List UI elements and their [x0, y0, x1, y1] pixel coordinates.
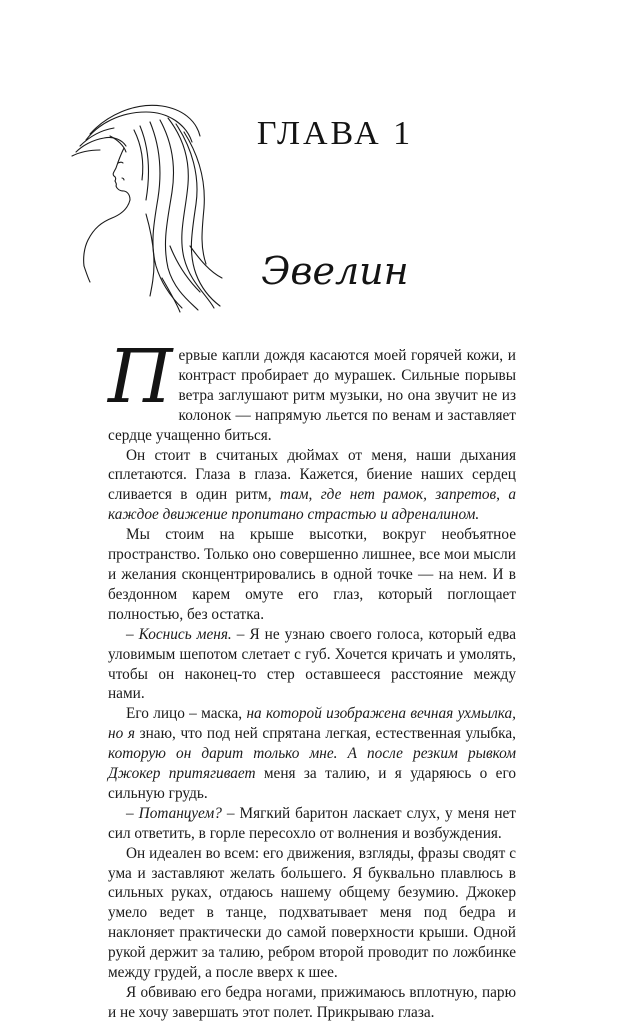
paragraph-8: [108, 983, 516, 1023]
paragraph-4-text: – Я не узнаю своего голоса, который едва уловимым шепотом слетает с губ. Хочется кричать и умолять, чтобы он наконец-то стер оставшееся расстояние между нами.: [108, 625, 516, 703]
paragraph-6-text: – Мягкий баритон ласкает слух, у меня нет сил ответить, в горле пересохло от волнения и возбуждения.: [108, 804, 516, 842]
paragraph-5-text-a: Его лицо – маска,: [126, 705, 243, 723]
drop-cap: П: [108, 334, 173, 420]
paragraph-8-text: Я обвиваю его бедра ногами, прижимаюсь вплотную, парю и не хочу завершать этот полет. Прикрываю глаза.: [108, 984, 516, 1021]
paragraph-6-dash: –: [126, 804, 134, 822]
chapter-title: ГЛАВА 1: [256, 115, 414, 152]
paragraph-3: [108, 525, 516, 625]
paragraph-6-speech: Потанцуем?: [138, 804, 222, 822]
paragraph-4-dash: –: [126, 625, 134, 643]
paragraph-7: [108, 844, 516, 983]
paragraph-1-text: ервые капли дождя касаются моей горячей кожи, и контраст пробирает до мурашек. Сильные порывы ветра заглушают ритм музыки, но она звучит не из колонок — напрямую льется по венам и заставляет сердце учащенно биться.: [108, 347, 516, 444]
paragraph-4: [108, 625, 516, 705]
paragraph-2-text-b: там, где нет рамок, запретов, а каждое движение пропитано страстью и адреналином.: [108, 486, 516, 524]
paragraph-5-text-b: на которой изображена вечная ухмылка, но я: [108, 705, 516, 743]
paragraph-6: [108, 804, 516, 844]
paragraph-2: [108, 446, 516, 526]
paragraph-1: [108, 334, 516, 446]
woman-line-drawing-icon: [50, 96, 230, 316]
paragraph-4-speech: Коснись меня.: [138, 625, 232, 643]
paragraph-5-text-e: меня за талию, и я ударяюсь о его сильную грудь.: [108, 765, 516, 802]
paragraph-5: [108, 704, 516, 804]
paragraph-3-text: Мы стоим на крыше высотки, вокруг необъятное пространство. Только оно совершенно лишнее, все мои мысли и желания сконцентрировались в одной точке — на нем. И в бездонном карем омуте его глаз, который поглощает полностью, без остатка.: [108, 526, 516, 623]
chapter-body-text: [108, 334, 516, 1023]
chapter-character-name: Эвелин: [261, 249, 409, 293]
paragraph-7-text: Он идеален во всем: его движения, взгляды, фразы сводят с ума и заставляют желать большего. Я буквально плавлюсь в сильных руках, отдаюсь нашему общему безумию. Джокер умело ведет в танце, подхватывает меня под бедра и наклоняет практически до самой поверхности крыши. Одной рукой держит за талию, ребром второй проводит по ложбинке между грудей, а после вверх к шее.: [108, 844, 516, 982]
paragraph-5-text-d: которую он дарит только мне. А после резким рывком Джокер притягивает: [108, 745, 516, 783]
paragraph-5-text-c: знаю, что под ней спрятана легкая, естественная улыбка,: [139, 725, 516, 743]
paragraph-2-text-a: Он стоит в считаных дюймах от меня, наши дыхания сплетаются. Глаза в глаза. Кажется, биение наших сердец сливается в один ритм,: [108, 446, 516, 504]
